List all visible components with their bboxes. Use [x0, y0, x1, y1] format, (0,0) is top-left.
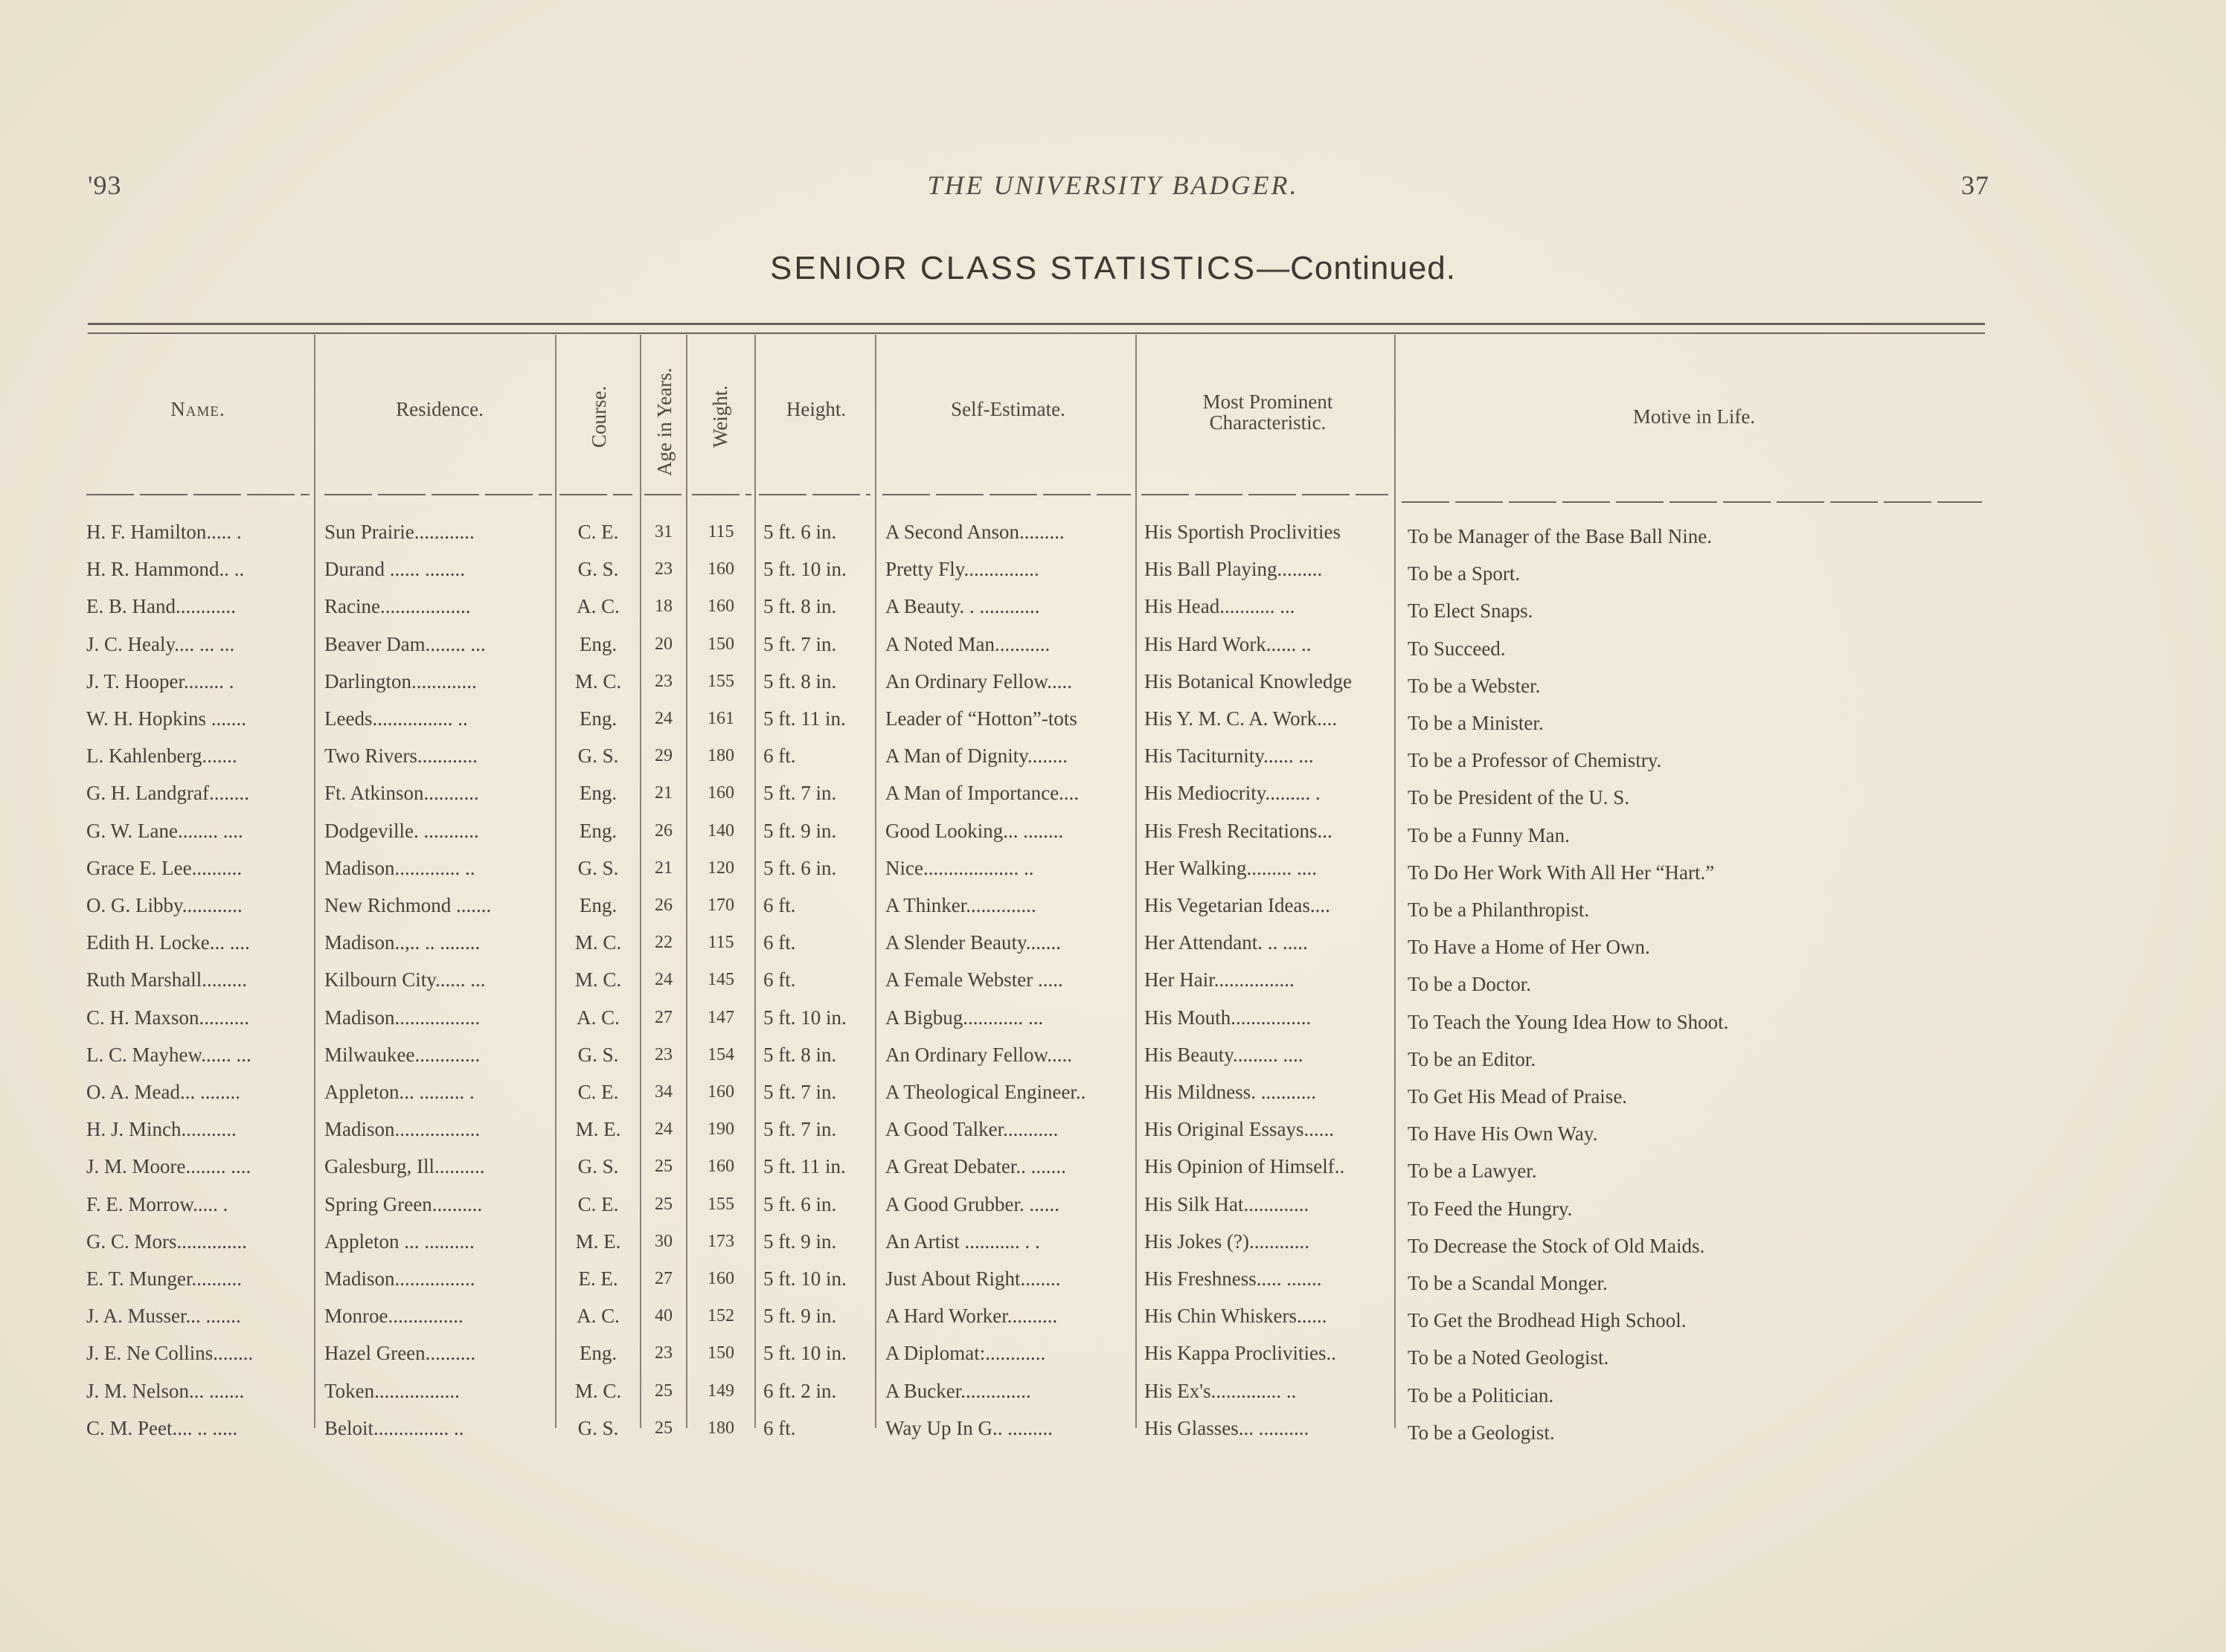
- cell-height: 6 ft.: [763, 968, 796, 991]
- cell-name: Grace E. Lee..........: [86, 856, 243, 879]
- cell-self-estimate: Just About Right........: [885, 1267, 1061, 1290]
- cell-self-estimate: A Diplomat:............: [885, 1342, 1046, 1365]
- cell-motive: To Get His Mead of Praise.: [1408, 1085, 1628, 1108]
- table-row: [0, 1111, 2226, 1148]
- cell-motive: To be a Scandal Monger.: [1408, 1272, 1608, 1294]
- cell-weight: 115: [708, 933, 734, 953]
- cell-self-estimate: A Great Debater.. .......: [885, 1155, 1066, 1178]
- cell-name: H. J. Minch...........: [86, 1118, 237, 1141]
- cell-name: G. W. Lane........ ....: [86, 819, 243, 842]
- cell-motive: To be a Funny Man.: [1408, 823, 1570, 846]
- header-underline: [692, 494, 751, 495]
- table-row: [0, 924, 2226, 961]
- cell-age: 34: [655, 1082, 673, 1102]
- cell-course: G. S.: [577, 558, 619, 581]
- cell-residence: Madison............. ..: [324, 856, 475, 879]
- cell-age: 23: [655, 559, 673, 579]
- cell-name: C. M. Peet.... .. .....: [86, 1416, 238, 1439]
- cell-residence: Appleton... ......... .: [324, 1081, 475, 1103]
- cell-self-estimate: A Hard Worker..........: [885, 1305, 1058, 1328]
- cell-height: 5 ft. 7 in.: [763, 632, 837, 655]
- cell-weight: 190: [708, 1119, 734, 1140]
- cell-residence: Madison................: [324, 1267, 475, 1290]
- cell-self-estimate: An Artist ........... . .: [885, 1230, 1040, 1253]
- cell-characteristic: His Kappa Proclivities..: [1144, 1342, 1336, 1365]
- cell-name: O. A. Mead... ........: [86, 1081, 240, 1103]
- cell-self-estimate: An Ordinary Fellow.....: [885, 1043, 1072, 1066]
- header-underline: [644, 494, 681, 495]
- cell-height: 5 ft. 10 in.: [763, 1267, 847, 1290]
- cell-self-estimate: Leader of “Hotton”-tots: [885, 707, 1077, 730]
- cell-residence: Madison.................: [324, 1006, 481, 1029]
- cell-weight: 160: [708, 1157, 734, 1177]
- cell-characteristic: His Botanical Knowledge: [1144, 669, 1352, 692]
- cell-age: 26: [655, 896, 673, 915]
- cell-course: M. C.: [574, 968, 622, 991]
- table-row: [0, 1410, 2226, 1447]
- cell-height: 5 ft. 10 in.: [763, 558, 847, 581]
- cell-height: 5 ft. 8 in.: [763, 669, 837, 692]
- cell-weight: 154: [708, 1044, 734, 1064]
- cell-self-estimate: A Thinker..............: [885, 894, 1036, 916]
- cell-characteristic: Her Hair................: [1144, 968, 1295, 991]
- header-self-estimate: Self-Estimate.: [951, 398, 1065, 420]
- cell-characteristic: His Original Essays......: [1144, 1118, 1334, 1141]
- cell-age: 22: [655, 933, 673, 953]
- cell-age: 25: [655, 1418, 673, 1438]
- header-underline: [1141, 494, 1388, 495]
- cell-age: 21: [655, 783, 673, 803]
- cell-course: Eng.: [579, 632, 618, 655]
- cell-weight: 173: [708, 1231, 734, 1251]
- cell-age: 27: [655, 1007, 673, 1027]
- cell-course: A. C.: [577, 1305, 620, 1328]
- cell-height: 5 ft. 7 in.: [763, 782, 837, 805]
- cell-age: 27: [655, 1269, 673, 1288]
- cell-course: Eng.: [579, 819, 618, 842]
- cell-height: 6 ft.: [763, 1416, 796, 1439]
- header-underline: [86, 494, 309, 495]
- cell-motive: To Elect Snaps.: [1408, 600, 1533, 623]
- cell-course: M. C.: [574, 669, 622, 692]
- cell-self-estimate: A Female Webster .....: [885, 968, 1063, 991]
- cell-motive: To Do Her Work With All Her “Hart.”: [1408, 861, 1715, 884]
- header-underline: [759, 494, 870, 495]
- cell-age: 25: [655, 1157, 673, 1177]
- table-row: [0, 1260, 2226, 1297]
- cell-weight: 155: [708, 671, 734, 691]
- cell-self-estimate: An Ordinary Fellow.....: [885, 669, 1072, 692]
- cell-characteristic: His Glasses... ..........: [1144, 1416, 1309, 1439]
- cell-motive: To be an Editor.: [1408, 1047, 1536, 1070]
- cell-characteristic: Her Walking......... ....: [1144, 856, 1318, 879]
- table-row: [0, 1186, 2226, 1223]
- cell-characteristic: His Y. M. C. A. Work....: [1144, 707, 1338, 730]
- cell-age: 23: [655, 1343, 673, 1363]
- cell-name: H. F. Hamilton..... .: [86, 521, 242, 543]
- cell-course: M. E.: [575, 1118, 621, 1141]
- cell-height: 6 ft.: [763, 745, 796, 768]
- cell-characteristic: His Vegetarian Ideas....: [1144, 894, 1330, 916]
- cell-weight: 147: [708, 1007, 734, 1027]
- cell-residence: Hazel Green..........: [324, 1342, 476, 1365]
- header-underline: [1402, 501, 1982, 503]
- cell-name: H. R. Hammond.. ..: [86, 558, 245, 581]
- table-row: [0, 1334, 2226, 1372]
- cell-weight: 150: [708, 634, 734, 654]
- cell-age: 23: [655, 671, 673, 691]
- cell-residence: Darlington.............: [324, 669, 477, 692]
- cell-residence: Two Rivers............: [324, 745, 478, 768]
- cell-weight: 160: [708, 1082, 734, 1102]
- cell-weight: 155: [708, 1194, 734, 1214]
- cell-height: 5 ft. 6 in.: [763, 521, 837, 543]
- table-row: [0, 513, 2226, 550]
- cell-name: J. T. Hooper........ .: [86, 669, 234, 692]
- cell-height: 5 ft. 11 in.: [763, 1155, 846, 1178]
- header-characteristic: [1144, 391, 1391, 434]
- cell-course: M. C.: [574, 931, 622, 954]
- cell-characteristic: His Chin Whiskers......: [1144, 1305, 1327, 1328]
- cell-height: 5 ft. 10 in.: [763, 1006, 847, 1029]
- cell-residence: Ft. Atkinson...........: [324, 782, 479, 805]
- header-height: Height.: [786, 398, 847, 420]
- header-characteristic-line2: Characteristic.: [1209, 411, 1327, 434]
- cell-weight: 180: [708, 1418, 734, 1438]
- cell-motive: To be a Doctor.: [1408, 973, 1532, 996]
- cell-course: C. E.: [577, 1081, 619, 1103]
- table-row: [0, 1372, 2226, 1410]
- cell-self-estimate: A Man of Importance....: [885, 782, 1080, 805]
- cell-self-estimate: Good Looking... ........: [885, 819, 1064, 842]
- cell-motive: To Feed the Hungry.: [1408, 1197, 1573, 1220]
- table-row: [0, 1073, 2226, 1111]
- cell-self-estimate: Nice................... ..: [885, 856, 1034, 879]
- cell-characteristic: His Sportish Proclivities: [1144, 521, 1341, 543]
- cell-age: 24: [655, 709, 673, 728]
- table-row: [0, 550, 2226, 588]
- table-row: [0, 626, 2226, 663]
- cell-height: 6 ft. 2 in.: [763, 1379, 837, 1402]
- header-motive: Motive in Life.: [1632, 405, 1756, 428]
- cell-weight: 120: [708, 858, 734, 878]
- cell-motive: To Teach the Young Idea How to Shoot.: [1408, 1010, 1729, 1033]
- cell-residence: Beloit............... ..: [324, 1416, 464, 1439]
- cell-weight: 140: [708, 820, 734, 841]
- cell-characteristic: His Fresh Recitations...: [1144, 819, 1332, 842]
- cell-name: E. B. Hand............: [86, 595, 236, 618]
- cell-height: 5 ft. 11 in.: [763, 707, 846, 730]
- cell-course: Eng.: [579, 707, 618, 730]
- cell-course: A. C.: [577, 1006, 620, 1029]
- cell-characteristic: His Ball Playing.........: [1144, 558, 1323, 581]
- cell-age: 21: [655, 858, 673, 878]
- cell-motive: To be a Lawyer.: [1408, 1160, 1537, 1183]
- top-rule-thick: [88, 323, 1985, 325]
- cell-characteristic: His Beauty......... ....: [1144, 1043, 1303, 1066]
- cell-self-estimate: A Bucker..............: [885, 1379, 1031, 1402]
- cell-name: G. C. Mors..............: [86, 1230, 248, 1253]
- cell-characteristic: Her Attendant. .. .....: [1144, 931, 1308, 954]
- cell-self-estimate: A Noted Man...........: [885, 632, 1051, 655]
- cell-height: 5 ft. 9 in.: [763, 819, 837, 842]
- title-separator: —: [1257, 250, 1291, 286]
- cell-age: 23: [655, 1044, 673, 1064]
- header-weight: Weight.: [709, 385, 731, 448]
- cell-height: 5 ft. 7 in.: [763, 1081, 837, 1103]
- cell-weight: 170: [708, 896, 734, 915]
- cell-self-estimate: Way Up In G.. .........: [885, 1416, 1053, 1439]
- cell-height: 5 ft. 6 in.: [763, 1192, 837, 1215]
- table-row: [0, 961, 2226, 998]
- cell-residence: Beaver Dam........ ...: [324, 632, 486, 655]
- cell-height: 5 ft. 7 in.: [763, 1118, 837, 1141]
- table-row: [0, 1297, 2226, 1334]
- running-head-title: THE UNIVERSITY BADGER.: [927, 170, 1299, 200]
- cell-residence: Milwaukee.............: [324, 1043, 481, 1066]
- cell-residence: Sun Prairie............: [324, 521, 475, 543]
- cell-age: 25: [655, 1194, 673, 1214]
- cell-age: 18: [655, 597, 673, 617]
- cell-self-estimate: A Slender Beauty.......: [885, 931, 1061, 954]
- cell-residence: Galesburg, Ill..........: [324, 1155, 485, 1178]
- cell-weight: 160: [708, 559, 734, 579]
- cell-course: G. S.: [577, 856, 619, 879]
- cell-weight: 150: [708, 1343, 734, 1363]
- cell-name: J. C. Healy.... ... ...: [86, 632, 235, 655]
- cell-weight: 161: [708, 709, 734, 728]
- cell-motive: To Succeed.: [1408, 637, 1506, 660]
- running-head-year: '93: [88, 170, 122, 200]
- cell-course: E. E.: [578, 1267, 618, 1290]
- cell-course: C. E.: [577, 1192, 619, 1215]
- cell-self-estimate: A Theological Engineer..: [885, 1081, 1086, 1103]
- cell-course: G. S.: [577, 1416, 619, 1439]
- cell-residence: Racine..................: [324, 595, 471, 618]
- cell-self-estimate: Pretty Fly...............: [885, 558, 1039, 581]
- cell-course: Eng.: [579, 1342, 618, 1365]
- cell-weight: 160: [708, 783, 734, 803]
- header-underline: [559, 494, 632, 495]
- page-number: 37: [1961, 170, 1989, 200]
- cell-residence: Appleton ... ..........: [324, 1230, 475, 1253]
- title-main: SENIOR CLASS STATISTICS: [770, 250, 1257, 286]
- cell-name: Edith H. Locke... ....: [86, 931, 250, 954]
- cell-name: J. M. Moore........ ....: [86, 1155, 251, 1178]
- table-row: [0, 700, 2226, 737]
- table-row: [0, 588, 2226, 625]
- table-row: [0, 887, 2226, 924]
- header-name: Name.: [170, 398, 225, 420]
- header-age: Age in Years.: [653, 367, 676, 476]
- cell-residence: Token.................: [324, 1379, 460, 1402]
- cell-height: 5 ft. 9 in.: [763, 1305, 837, 1328]
- cell-self-estimate: A Man of Dignity........: [885, 745, 1068, 768]
- cell-weight: 160: [708, 597, 734, 617]
- cell-height: 5 ft. 6 in.: [763, 856, 837, 879]
- cell-height: 5 ft. 8 in.: [763, 595, 837, 618]
- cell-course: Eng.: [579, 894, 618, 916]
- cell-course: G. S.: [577, 1155, 619, 1178]
- cell-name: J. A. Musser... .......: [86, 1305, 241, 1328]
- cell-weight: 149: [708, 1381, 734, 1401]
- cell-course: C. E.: [577, 521, 619, 543]
- cell-age: 25: [655, 1381, 673, 1401]
- cell-course: A. C.: [577, 595, 620, 618]
- table-row: [0, 1223, 2226, 1260]
- cell-name: L. C. Mayhew...... ...: [86, 1043, 251, 1066]
- cell-characteristic: His Jokes (?)............: [1144, 1230, 1309, 1253]
- cell-self-estimate: A Bigbug............ ...: [885, 1006, 1044, 1029]
- cell-height: 5 ft. 8 in.: [763, 1043, 837, 1066]
- cell-name: C. H. Maxson..........: [86, 1006, 250, 1029]
- cell-weight: 180: [708, 746, 734, 766]
- table-row: [0, 849, 2226, 887]
- cell-height: 5 ft. 10 in.: [763, 1342, 847, 1365]
- cell-residence: Leeds................ ..: [324, 707, 468, 730]
- cell-height: 6 ft.: [763, 894, 796, 916]
- cell-name: E. T. Munger..........: [86, 1267, 242, 1290]
- cell-characteristic: His Mediocrity......... .: [1144, 782, 1321, 805]
- table-row: [0, 1036, 2226, 1073]
- cell-characteristic: His Ex's.............. ..: [1144, 1379, 1297, 1402]
- cell-self-estimate: A Good Grubber. ......: [885, 1192, 1059, 1215]
- cell-motive: To be a Geologist.: [1408, 1421, 1555, 1444]
- cell-motive: To be a Philanthropist.: [1408, 899, 1590, 921]
- cell-height: 6 ft.: [763, 931, 796, 954]
- cell-course: G. S.: [577, 745, 619, 768]
- cell-motive: To be a Professor of Chemistry.: [1408, 749, 1662, 772]
- cell-motive: To Get the Brodhead High School.: [1408, 1309, 1687, 1332]
- cell-name: F. E. Morrow..... .: [86, 1192, 228, 1215]
- cell-age: 29: [655, 746, 673, 766]
- table-row: [0, 1148, 2226, 1185]
- cell-residence: Monroe...............: [324, 1305, 464, 1328]
- cell-course: M. E.: [575, 1230, 621, 1253]
- cell-motive: To Have His Own Way.: [1408, 1122, 1598, 1145]
- cell-age: 30: [655, 1231, 673, 1251]
- cell-motive: To be a Politician.: [1408, 1383, 1554, 1407]
- table-row: [0, 999, 2226, 1036]
- cell-course: Eng.: [579, 782, 618, 805]
- cell-motive: To be a Webster.: [1408, 674, 1541, 697]
- cell-weight: 160: [708, 1269, 734, 1288]
- cell-residence: Kilbourn City...... ...: [324, 968, 486, 991]
- cell-weight: 145: [708, 970, 734, 990]
- cell-characteristic: His Opinion of Himself..: [1144, 1155, 1345, 1178]
- table-row: [0, 737, 2226, 774]
- cell-age: 24: [655, 970, 673, 990]
- cell-characteristic: His Head........... ...: [1144, 595, 1295, 618]
- cell-residence: Durand ...... ........: [324, 558, 465, 581]
- cell-height: 5 ft. 9 in.: [763, 1230, 837, 1253]
- cell-motive: To be a Noted Geologist.: [1408, 1346, 1609, 1369]
- cell-characteristic: His Hard Work...... ..: [1144, 632, 1312, 655]
- cell-characteristic: His Taciturnity...... ...: [1144, 745, 1314, 768]
- cell-name: W. H. Hopkins .......: [86, 707, 247, 730]
- cell-course: G. S.: [577, 1043, 619, 1066]
- cell-name: Ruth Marshall.........: [86, 968, 247, 991]
- cell-age: 24: [655, 1119, 673, 1140]
- cell-motive: To Decrease the Stock of Old Maids.: [1408, 1234, 1705, 1257]
- cell-name: J. M. Nelson... .......: [86, 1379, 245, 1402]
- cell-residence: Madison..,.. .. ........: [324, 931, 481, 954]
- cell-characteristic: His Freshness..... .......: [1144, 1267, 1322, 1290]
- cell-characteristic: His Mouth................: [1144, 1006, 1312, 1029]
- cell-age: 31: [655, 522, 673, 541]
- cell-motive: To be a Sport.: [1408, 562, 1521, 585]
- cell-weight: 152: [708, 1306, 734, 1326]
- cell-self-estimate: A Beauty. . ............: [885, 595, 1040, 618]
- cell-age: 20: [655, 634, 673, 654]
- cell-name: O. G. Libby............: [86, 894, 243, 916]
- cell-residence: Spring Green..........: [324, 1192, 483, 1215]
- cell-self-estimate: A Second Anson.........: [885, 521, 1065, 543]
- cell-motive: To be a Minister.: [1408, 712, 1544, 734]
- cell-characteristic: His Silk Hat.............: [1144, 1192, 1309, 1215]
- cell-age: 26: [655, 820, 673, 841]
- top-rule-thin: [88, 332, 1985, 334]
- cell-motive: To be President of the U. S.: [1408, 786, 1630, 809]
- cell-name: G. H. Landgraf........: [86, 782, 249, 805]
- cell-residence: Madison.................: [324, 1118, 481, 1141]
- header-course: Course.: [588, 385, 610, 448]
- table-row: [0, 774, 2226, 811]
- cell-name: J. E. Ne Collins........: [86, 1342, 254, 1365]
- cell-course: M. C.: [574, 1379, 622, 1402]
- table-row: [0, 812, 2226, 849]
- title-suffix: Continued.: [1290, 250, 1456, 286]
- header-underline: [882, 494, 1131, 495]
- header-underline: [324, 494, 552, 495]
- cell-weight: 115: [708, 522, 734, 541]
- cell-self-estimate: A Good Talker...........: [885, 1118, 1059, 1141]
- cell-residence: Dodgeville. ...........: [324, 819, 479, 842]
- cell-residence: New Richmond .......: [324, 894, 492, 916]
- table-row: [0, 663, 2226, 700]
- page-title: [0, 250, 2226, 287]
- header-characteristic-line1: Most Prominent: [1202, 390, 1333, 413]
- cell-age: 40: [655, 1306, 673, 1326]
- cell-motive: To be Manager of the Base Ball Nine.: [1408, 525, 1712, 547]
- cell-name: L. Kahlenberg.......: [86, 745, 237, 768]
- header-residence: Residence.: [396, 398, 484, 420]
- cell-motive: To Have a Home of Her Own.: [1408, 936, 1650, 959]
- cell-characteristic: His Mildness. ...........: [1144, 1081, 1317, 1103]
